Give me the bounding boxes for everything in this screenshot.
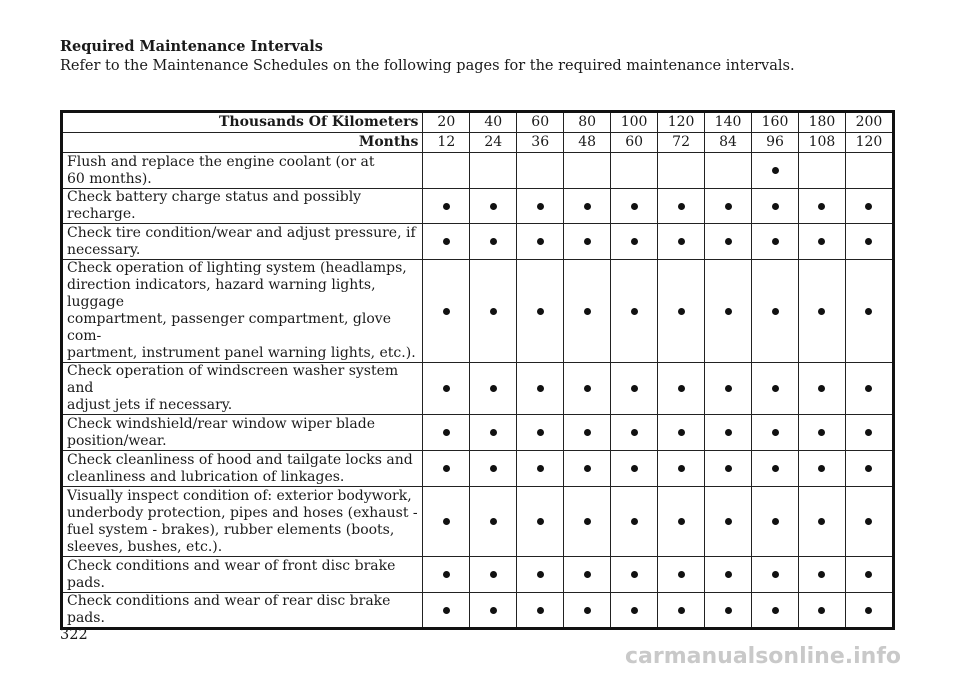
task-description: Check windshield/rear window wiper blade position/wear. — [62, 415, 423, 451]
header-value: 120 — [658, 112, 705, 133]
required-dot-icon — [537, 571, 544, 578]
header-label: Thousands Of Kilometers — [62, 112, 423, 133]
interval-cell — [752, 557, 799, 593]
interval-cell — [564, 260, 611, 363]
required-dot-icon — [772, 571, 779, 578]
schedule-row — [62, 557, 894, 593]
required-dot-icon — [490, 385, 497, 392]
required-dot-icon — [678, 308, 685, 315]
schedule-row — [62, 451, 894, 487]
required-dot-icon — [865, 385, 872, 392]
schedule-row — [62, 593, 894, 629]
interval-cell — [564, 451, 611, 487]
interval-cell — [658, 593, 705, 629]
interval-cell — [470, 557, 517, 593]
required-dot-icon — [818, 607, 825, 614]
task-description: Check conditions and wear of rear disc brake pads. — [62, 593, 423, 629]
interval-cell — [611, 260, 658, 363]
required-dot-icon — [443, 607, 450, 614]
interval-cell — [752, 189, 799, 224]
interval-cell — [517, 451, 564, 487]
required-dot-icon — [865, 238, 872, 245]
required-dot-icon — [584, 308, 591, 315]
task-description: Check conditions and wear of front disc brake pads. — [62, 557, 423, 593]
interval-cell — [799, 363, 846, 415]
interval-cell — [752, 153, 799, 189]
required-dot-icon — [772, 167, 779, 174]
interval-cell — [564, 153, 611, 189]
interval-cell — [658, 189, 705, 224]
task-description: Flush and replace the engine coolant (or at 60 months). — [62, 153, 423, 189]
schedule-row — [62, 224, 894, 260]
required-dot-icon — [772, 607, 779, 614]
required-dot-icon — [772, 465, 779, 472]
required-dot-icon — [725, 571, 732, 578]
required-dot-icon — [865, 571, 872, 578]
interval-cell — [845, 153, 893, 189]
required-dot-icon — [818, 203, 825, 210]
interval-cell — [752, 593, 799, 629]
interval-cell — [611, 224, 658, 260]
header-value: 80 — [564, 112, 611, 133]
interval-cell — [517, 224, 564, 260]
interval-cell — [845, 557, 893, 593]
interval-cell — [517, 593, 564, 629]
required-dot-icon — [678, 607, 685, 614]
interval-cell — [658, 260, 705, 363]
required-dot-icon — [490, 429, 497, 436]
interval-cell — [705, 415, 752, 451]
interval-cell — [705, 557, 752, 593]
required-dot-icon — [537, 465, 544, 472]
header-value: 160 — [752, 112, 799, 133]
required-dot-icon — [818, 465, 825, 472]
header-row-months — [62, 133, 894, 153]
interval-cell — [564, 593, 611, 629]
required-dot-icon — [865, 518, 872, 525]
schedule-row — [62, 153, 894, 189]
header-value: 60 — [611, 133, 658, 153]
header-value: 72 — [658, 133, 705, 153]
page-number: 322 — [60, 627, 88, 643]
required-dot-icon — [725, 308, 732, 315]
interval-cell — [470, 260, 517, 363]
interval-cell — [752, 487, 799, 557]
interval-cell — [658, 224, 705, 260]
required-dot-icon — [678, 203, 685, 210]
interval-cell — [470, 189, 517, 224]
header-value: 120 — [845, 133, 893, 153]
interval-cell — [845, 593, 893, 629]
interval-cell — [423, 224, 470, 260]
header-value: 24 — [470, 133, 517, 153]
required-dot-icon — [631, 203, 638, 210]
required-dot-icon — [537, 518, 544, 525]
interval-cell — [799, 415, 846, 451]
required-dot-icon — [584, 465, 591, 472]
interval-cell — [799, 224, 846, 260]
interval-cell — [845, 487, 893, 557]
interval-cell — [752, 415, 799, 451]
interval-cell — [423, 487, 470, 557]
required-dot-icon — [678, 465, 685, 472]
interval-cell — [517, 415, 564, 451]
required-dot-icon — [772, 238, 779, 245]
required-dot-icon — [490, 238, 497, 245]
required-dot-icon — [772, 429, 779, 436]
required-dot-icon — [725, 607, 732, 614]
interval-cell — [517, 260, 564, 363]
required-dot-icon — [772, 203, 779, 210]
header-value: 180 — [799, 112, 846, 133]
interval-cell — [517, 189, 564, 224]
interval-cell — [517, 153, 564, 189]
interval-cell — [611, 593, 658, 629]
interval-cell — [799, 593, 846, 629]
required-dot-icon — [631, 518, 638, 525]
required-dot-icon — [584, 518, 591, 525]
interval-cell — [564, 189, 611, 224]
interval-cell — [845, 415, 893, 451]
interval-cell — [470, 153, 517, 189]
interval-cell — [423, 153, 470, 189]
interval-cell — [705, 189, 752, 224]
required-dot-icon — [772, 518, 779, 525]
required-dot-icon — [725, 203, 732, 210]
interval-cell — [705, 487, 752, 557]
interval-cell — [517, 363, 564, 415]
interval-cell — [470, 363, 517, 415]
interval-cell — [845, 363, 893, 415]
required-dot-icon — [865, 203, 872, 210]
interval-cell — [799, 487, 846, 557]
required-dot-icon — [818, 238, 825, 245]
header-value: 108 — [799, 133, 846, 153]
interval-cell — [611, 153, 658, 189]
header-value: 200 — [845, 112, 893, 133]
required-dot-icon — [725, 385, 732, 392]
header-label: Months — [62, 133, 423, 153]
required-dot-icon — [443, 571, 450, 578]
interval-cell — [752, 224, 799, 260]
required-dot-icon — [772, 308, 779, 315]
required-dot-icon — [584, 429, 591, 436]
interval-cell — [752, 260, 799, 363]
required-dot-icon — [865, 465, 872, 472]
interval-cell — [423, 189, 470, 224]
header-value: 12 — [423, 133, 470, 153]
required-dot-icon — [678, 238, 685, 245]
required-dot-icon — [584, 385, 591, 392]
required-dot-icon — [631, 571, 638, 578]
required-dot-icon — [443, 465, 450, 472]
interval-cell — [658, 451, 705, 487]
interval-cell — [564, 224, 611, 260]
required-dot-icon — [443, 518, 450, 525]
interval-cell — [845, 451, 893, 487]
required-dot-icon — [490, 308, 497, 315]
header-row-kilometers — [62, 112, 894, 133]
interval-cell — [799, 557, 846, 593]
interval-cell — [423, 593, 470, 629]
interval-cell — [423, 451, 470, 487]
required-dot-icon — [584, 571, 591, 578]
required-dot-icon — [631, 607, 638, 614]
interval-cell — [658, 363, 705, 415]
interval-cell — [799, 189, 846, 224]
required-dot-icon — [537, 429, 544, 436]
schedule-row — [62, 415, 894, 451]
task-description: Visually inspect condition of: exterior bodywork, underbody protection, pipes and hoses (exhaust - fuel system - brakes), rubber elements (boots, sleeves, bushes, etc.). — [62, 487, 423, 557]
required-dot-icon — [584, 607, 591, 614]
required-dot-icon — [490, 203, 497, 210]
header-value: 48 — [564, 133, 611, 153]
interval-cell — [845, 189, 893, 224]
interval-cell — [658, 557, 705, 593]
interval-cell — [611, 557, 658, 593]
required-dot-icon — [443, 203, 450, 210]
interval-cell — [611, 487, 658, 557]
required-dot-icon — [537, 238, 544, 245]
required-dot-icon — [443, 238, 450, 245]
required-dot-icon — [537, 203, 544, 210]
required-dot-icon — [678, 385, 685, 392]
required-dot-icon — [678, 571, 685, 578]
interval-cell — [705, 363, 752, 415]
required-dot-icon — [725, 518, 732, 525]
interval-cell — [845, 260, 893, 363]
header-value: 100 — [611, 112, 658, 133]
required-dot-icon — [584, 203, 591, 210]
interval-cell — [799, 260, 846, 363]
interval-cell — [705, 224, 752, 260]
interval-cell — [752, 363, 799, 415]
schedule-row — [62, 260, 894, 363]
task-description: Check operation of lighting system (headlamps, direction indicators, hazard warning lights, luggage compartment, passenger compartment, glove com- partment, instrument panel warning lights, etc.). — [62, 260, 423, 363]
interval-cell — [564, 487, 611, 557]
interval-cell — [423, 260, 470, 363]
interval-cell — [470, 224, 517, 260]
required-dot-icon — [443, 385, 450, 392]
required-dot-icon — [537, 308, 544, 315]
required-dot-icon — [678, 518, 685, 525]
interval-cell — [611, 415, 658, 451]
task-description: Check operation of windscreen washer system and adjust jets if necessary. — [62, 363, 423, 415]
required-dot-icon — [631, 385, 638, 392]
required-dot-icon — [865, 607, 872, 614]
interval-cell — [564, 557, 611, 593]
task-description: Check battery charge status and possibly recharge. — [62, 189, 423, 224]
required-dot-icon — [865, 429, 872, 436]
interval-cell — [611, 451, 658, 487]
interval-cell — [705, 260, 752, 363]
required-dot-icon — [772, 385, 779, 392]
required-dot-icon — [631, 465, 638, 472]
interval-cell — [752, 451, 799, 487]
header-value: 36 — [517, 133, 564, 153]
schedule-row — [62, 189, 894, 224]
interval-cell — [517, 487, 564, 557]
interval-cell — [611, 363, 658, 415]
interval-cell — [705, 593, 752, 629]
interval-cell — [799, 153, 846, 189]
schedule-row — [62, 363, 894, 415]
interval-cell — [658, 153, 705, 189]
interval-cell — [470, 415, 517, 451]
required-dot-icon — [818, 518, 825, 525]
interval-cell — [845, 224, 893, 260]
interval-cell — [658, 487, 705, 557]
interval-cell — [423, 415, 470, 451]
schedule-row — [62, 487, 894, 557]
header-value: 96 — [752, 133, 799, 153]
interval-cell — [564, 363, 611, 415]
interval-cell — [470, 593, 517, 629]
task-description: Check cleanliness of hood and tailgate locks and cleanliness and lubrication of linkages. — [62, 451, 423, 487]
intro-paragraph: Refer to the Maintenance Schedules on the following pages for the required maintenance intervals. — [60, 58, 795, 74]
task-description: Check tire condition/wear and adjust pressure, if necessary. — [62, 224, 423, 260]
required-dot-icon — [490, 607, 497, 614]
required-dot-icon — [678, 429, 685, 436]
required-dot-icon — [584, 238, 591, 245]
required-dot-icon — [725, 238, 732, 245]
required-dot-icon — [818, 571, 825, 578]
maintenance-schedule-table — [60, 110, 895, 630]
required-dot-icon — [725, 465, 732, 472]
site-watermark: carmanualsonline.info — [625, 644, 901, 669]
required-dot-icon — [725, 429, 732, 436]
interval-cell — [799, 451, 846, 487]
required-dot-icon — [865, 308, 872, 315]
interval-cell — [705, 153, 752, 189]
header-value: 40 — [470, 112, 517, 133]
required-dot-icon — [537, 385, 544, 392]
header-value: 140 — [705, 112, 752, 133]
required-dot-icon — [537, 607, 544, 614]
required-dot-icon — [631, 429, 638, 436]
interval-cell — [611, 189, 658, 224]
required-dot-icon — [490, 465, 497, 472]
required-dot-icon — [818, 308, 825, 315]
required-dot-icon — [631, 308, 638, 315]
interval-cell — [517, 557, 564, 593]
section-heading: Required Maintenance Intervals — [60, 38, 323, 55]
header-value: 84 — [705, 133, 752, 153]
interval-cell — [564, 415, 611, 451]
required-dot-icon — [443, 308, 450, 315]
header-value: 20 — [423, 112, 470, 133]
required-dot-icon — [443, 429, 450, 436]
interval-cell — [658, 415, 705, 451]
required-dot-icon — [818, 429, 825, 436]
interval-cell — [423, 557, 470, 593]
header-value: 60 — [517, 112, 564, 133]
required-dot-icon — [818, 385, 825, 392]
interval-cell — [470, 487, 517, 557]
required-dot-icon — [490, 571, 497, 578]
interval-cell — [423, 363, 470, 415]
required-dot-icon — [490, 518, 497, 525]
interval-cell — [470, 451, 517, 487]
interval-cell — [705, 451, 752, 487]
required-dot-icon — [631, 238, 638, 245]
